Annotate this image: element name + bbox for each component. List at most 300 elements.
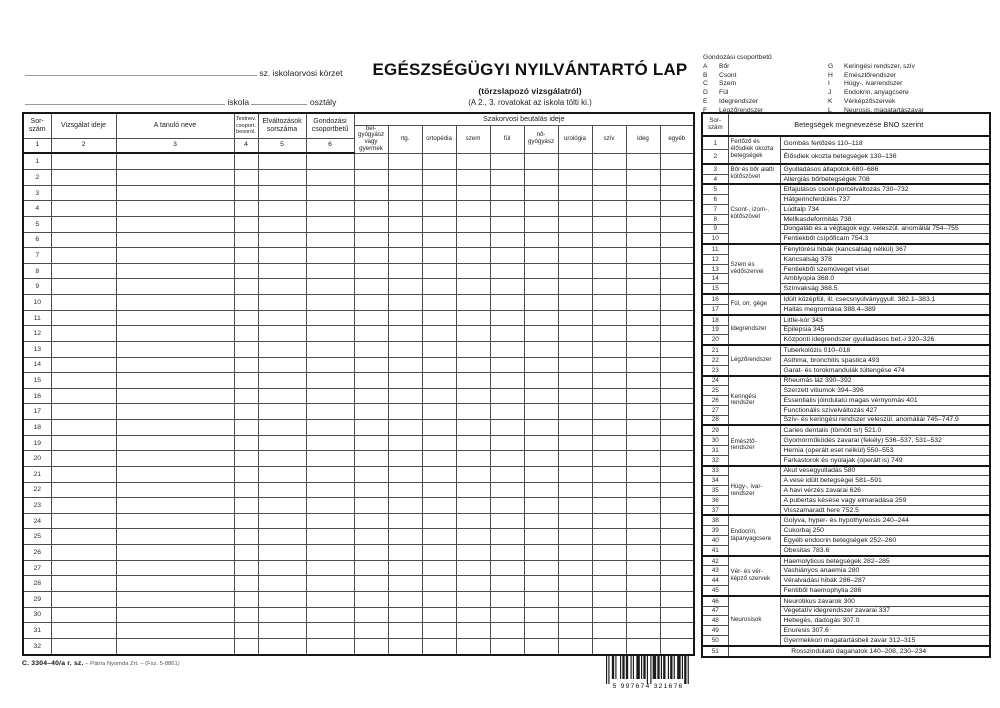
entry-cell xyxy=(422,404,456,420)
entry-cell xyxy=(234,341,258,357)
row-number: 10 xyxy=(23,295,51,311)
disease-number: 13 xyxy=(702,264,728,274)
student-row xyxy=(23,341,694,357)
disease-row xyxy=(702,466,990,476)
entry-cell xyxy=(490,153,524,170)
row-number: 16 xyxy=(23,388,51,404)
care-legend-item xyxy=(703,80,828,89)
disease-name: Essentialis jóindulatú magas vérnyomás 401 xyxy=(780,396,990,406)
entry-cell xyxy=(116,404,234,420)
entry-cell xyxy=(524,560,558,576)
entry-cell xyxy=(354,388,388,404)
entry-cell xyxy=(258,326,306,342)
disease-category: Csont-, izom-, kötőszövet xyxy=(728,184,780,244)
entry-cell xyxy=(388,513,422,529)
entry-cell xyxy=(354,263,388,279)
column-number-3: 3 xyxy=(116,138,234,153)
entry-cell xyxy=(234,466,258,482)
main-table-body xyxy=(23,153,694,655)
entry-cell xyxy=(258,357,306,373)
entry-cell xyxy=(51,545,116,561)
entry-cell xyxy=(258,153,306,170)
disease-category: Vér- és vér-képző szervek xyxy=(728,556,780,596)
entry-cell xyxy=(490,170,524,186)
entry-cell xyxy=(354,529,388,545)
disease-name: Gyulladásos állapotok 680–686 xyxy=(780,164,990,174)
disease-number: 3 xyxy=(702,164,728,174)
care-group-letter: G xyxy=(828,63,834,70)
entry-cell xyxy=(456,326,490,342)
entry-cell xyxy=(234,451,258,467)
student-row xyxy=(23,404,694,420)
entry-cell xyxy=(456,388,490,404)
entry-cell xyxy=(660,295,694,311)
print-imprint xyxy=(22,660,180,667)
disease-number: 21 xyxy=(702,345,728,355)
entry-cell xyxy=(422,482,456,498)
entry-cell xyxy=(592,420,626,436)
disease-category: Fül, orr, gége xyxy=(728,294,780,315)
entry-cell xyxy=(258,545,306,561)
disease-name: Epilepsia 345 xyxy=(780,325,990,335)
disease-number: 37 xyxy=(702,505,728,515)
entry-cell xyxy=(524,591,558,607)
entry-cell xyxy=(51,373,116,389)
row-number: 2 xyxy=(23,170,51,186)
entry-cell xyxy=(660,310,694,326)
entry-cell xyxy=(558,357,592,373)
disease-name: A pubertás késése vagy elmaradása 259 xyxy=(780,495,990,505)
disease-header-row xyxy=(702,113,990,136)
entry-cell xyxy=(116,466,234,482)
referral-column-header-8: szív xyxy=(592,125,626,153)
column-number-6: 6 xyxy=(306,138,354,153)
disease-name: A havi vérzés zavarai 626 xyxy=(780,486,990,496)
entry-cell xyxy=(558,341,592,357)
entry-cell xyxy=(524,232,558,248)
entry-cell xyxy=(258,482,306,498)
district-line xyxy=(25,66,343,78)
disease-number: 49 xyxy=(702,626,728,636)
entry-cell xyxy=(116,388,234,404)
entry-cell xyxy=(456,153,490,170)
entry-cell xyxy=(51,607,116,623)
disease-row xyxy=(702,515,990,525)
entry-cell xyxy=(234,263,258,279)
entry-cell xyxy=(116,263,234,279)
disease-number: 24 xyxy=(702,376,728,386)
disease-number: 26 xyxy=(702,396,728,406)
entry-cell xyxy=(388,279,422,295)
entry-cell xyxy=(592,576,626,592)
entry-cell xyxy=(456,404,490,420)
entry-cell xyxy=(306,373,354,389)
entry-cell xyxy=(660,248,694,264)
care-group-label: Endokrin, anyagcsere xyxy=(844,89,909,97)
disease-number: 48 xyxy=(702,616,728,626)
entry-cell xyxy=(354,185,388,201)
entry-cell xyxy=(234,279,258,295)
entry-cell xyxy=(592,263,626,279)
district-label: sz. iskolaorvosi körzet xyxy=(259,68,343,78)
disease-number: 23 xyxy=(702,365,728,375)
entry-cell xyxy=(660,482,694,498)
entry-cell xyxy=(422,341,456,357)
entry-cell xyxy=(51,623,116,639)
entry-cell xyxy=(354,498,388,514)
entry-cell xyxy=(456,420,490,436)
entry-cell xyxy=(234,529,258,545)
entry-cell xyxy=(626,341,660,357)
entry-cell xyxy=(490,482,524,498)
entry-cell xyxy=(51,326,116,342)
entry-cell xyxy=(116,373,234,389)
entry-cell xyxy=(456,607,490,623)
entry-cell xyxy=(592,232,626,248)
disease-number: 40 xyxy=(702,536,728,546)
entry-cell xyxy=(354,216,388,232)
entry-cell xyxy=(306,216,354,232)
entry-cell xyxy=(660,420,694,436)
disease-number: 8 xyxy=(702,214,728,224)
care-group-label: Csont xyxy=(719,71,737,79)
entry-cell xyxy=(592,545,626,561)
entry-cell xyxy=(354,153,388,170)
entry-cell xyxy=(660,153,694,170)
entry-cell xyxy=(660,326,694,342)
column-number-4: 4 xyxy=(234,138,258,153)
entry-cell xyxy=(490,451,524,467)
disease-table-head xyxy=(702,113,990,136)
entry-cell xyxy=(306,560,354,576)
entry-cell xyxy=(234,420,258,436)
entry-cell xyxy=(626,295,660,311)
disease-category: Endocrin, tápanyagcsere xyxy=(728,515,780,555)
disease-number: 34 xyxy=(702,476,728,486)
entry-cell xyxy=(490,357,524,373)
entry-cell xyxy=(490,248,524,264)
entry-cell xyxy=(306,357,354,373)
entry-cell xyxy=(490,185,524,201)
entry-cell xyxy=(524,623,558,639)
disease-name: Gyermekkori magatartásbeli zavar 312–315 xyxy=(780,635,990,645)
entry-cell xyxy=(626,263,660,279)
entry-cell xyxy=(592,373,626,389)
disease-code-table xyxy=(701,112,991,658)
entry-cell xyxy=(490,263,524,279)
referral-column-header-2: rtg. xyxy=(388,125,422,153)
entry-cell xyxy=(660,404,694,420)
disease-name: Fénytörési hibák (kancsalság nélkül) 367 xyxy=(780,244,990,254)
school-blank-line xyxy=(25,95,225,105)
entry-cell xyxy=(422,216,456,232)
disease-number: 42 xyxy=(702,556,728,566)
row-number: 15 xyxy=(23,373,51,389)
entry-cell xyxy=(306,388,354,404)
entry-cell xyxy=(524,420,558,436)
examination-table xyxy=(22,112,695,656)
entry-cell xyxy=(234,326,258,342)
disease-number: 22 xyxy=(702,355,728,365)
entry-cell xyxy=(306,451,354,467)
entry-cell xyxy=(388,310,422,326)
disease-number: 35 xyxy=(702,486,728,496)
entry-cell xyxy=(558,404,592,420)
entry-cell xyxy=(660,607,694,623)
entry-cell xyxy=(354,451,388,467)
entry-cell xyxy=(258,248,306,264)
disease-number: 41 xyxy=(702,545,728,555)
entry-cell xyxy=(116,201,234,217)
student-row xyxy=(23,576,694,592)
entry-cell xyxy=(456,232,490,248)
row-number: 18 xyxy=(23,420,51,436)
entry-cell xyxy=(558,170,592,186)
entry-cell xyxy=(388,201,422,217)
entry-cell xyxy=(456,498,490,514)
entry-cell xyxy=(490,279,524,295)
entry-cell xyxy=(626,420,660,436)
student-row xyxy=(23,373,694,389)
entry-cell xyxy=(558,435,592,451)
disease-name: Szív- és keringési rendszer veleszül. anomáliái 745–747.9 xyxy=(780,415,990,425)
entry-cell xyxy=(558,153,592,170)
entry-cell xyxy=(524,435,558,451)
entry-cell xyxy=(490,466,524,482)
row-number: 28 xyxy=(23,576,51,592)
entry-cell xyxy=(422,295,456,311)
main-header-row-1 xyxy=(23,113,694,125)
disease-table-body xyxy=(702,136,990,657)
entry-cell xyxy=(626,451,660,467)
entry-cell xyxy=(306,170,354,186)
entry-cell xyxy=(524,216,558,232)
care-group-label: Fül xyxy=(719,89,729,97)
disease-name: Véralvadási hibák 286–287 xyxy=(780,576,990,586)
entry-cell xyxy=(660,263,694,279)
entry-cell xyxy=(354,623,388,639)
entry-cell xyxy=(558,232,592,248)
disease-name: Obesitas 783.6 xyxy=(780,545,990,555)
entry-cell xyxy=(388,545,422,561)
entry-cell xyxy=(592,216,626,232)
disease-name: Caries dentalis (tömött is!) 521.0 xyxy=(780,425,990,435)
student-row xyxy=(23,216,694,232)
entry-cell xyxy=(354,357,388,373)
student-row xyxy=(23,153,694,170)
entry-cell xyxy=(490,420,524,436)
entry-cell xyxy=(388,388,422,404)
care-group-label: Idegrendszer xyxy=(719,97,759,105)
entry-cell xyxy=(490,591,524,607)
entry-cell xyxy=(388,420,422,436)
entry-cell xyxy=(592,341,626,357)
entry-cell xyxy=(524,341,558,357)
disease-row xyxy=(702,556,990,566)
entry-cell xyxy=(51,170,116,186)
disease-row xyxy=(702,425,990,435)
entry-cell xyxy=(51,482,116,498)
entry-cell xyxy=(422,326,456,342)
entry-cell xyxy=(422,170,456,186)
entry-cell xyxy=(558,466,592,482)
entry-cell xyxy=(558,216,592,232)
entry-cell xyxy=(116,451,234,467)
disease-name: Fentiekből csípőficam 754.3 xyxy=(780,234,990,244)
entry-cell xyxy=(258,263,306,279)
entry-cell xyxy=(354,435,388,451)
entry-cell xyxy=(116,435,234,451)
disease-name: Fentiből haemophylia 286 xyxy=(780,585,990,595)
entry-cell xyxy=(234,153,258,170)
row-number: 20 xyxy=(23,451,51,467)
student-row xyxy=(23,466,694,482)
student-row xyxy=(23,482,694,498)
entry-cell xyxy=(660,513,694,529)
disease-name: Elfajulásos csont-porcelváltozás 730–732 xyxy=(780,184,990,194)
entry-cell xyxy=(422,466,456,482)
referral-section-header: Szakorvosi beutalás ideje xyxy=(354,113,694,125)
student-row xyxy=(23,232,694,248)
entry-cell xyxy=(524,451,558,467)
care-legend-column xyxy=(703,63,828,115)
disease-name: Cukorbaj 250 xyxy=(780,526,990,536)
student-row xyxy=(23,388,694,404)
disease-category: Emésztő-rendszer xyxy=(728,425,780,465)
entry-cell xyxy=(258,170,306,186)
entry-cell xyxy=(524,498,558,514)
entry-cell xyxy=(456,248,490,264)
entry-cell xyxy=(116,153,234,170)
entry-cell xyxy=(306,185,354,201)
entry-cell xyxy=(51,357,116,373)
entry-cell xyxy=(51,591,116,607)
entry-cell xyxy=(306,248,354,264)
disease-number: 11 xyxy=(702,244,728,254)
entry-cell xyxy=(258,216,306,232)
entry-cell xyxy=(422,279,456,295)
entry-cell xyxy=(116,310,234,326)
entry-cell xyxy=(558,513,592,529)
entry-cell xyxy=(388,185,422,201)
disease-row xyxy=(702,646,990,657)
entry-cell xyxy=(258,201,306,217)
entry-cell xyxy=(524,373,558,389)
entry-cell xyxy=(388,373,422,389)
entry-cell xyxy=(234,560,258,576)
entry-cell xyxy=(456,482,490,498)
entry-cell xyxy=(258,373,306,389)
disease-row xyxy=(702,596,990,606)
entry-cell xyxy=(51,420,116,436)
entry-cell xyxy=(116,216,234,232)
disease-name: Visszamaradt here 752.5 xyxy=(780,505,990,515)
disease-category: Bőr és bőr alatti kötőszövet xyxy=(728,164,780,185)
entry-cell xyxy=(558,279,592,295)
entry-cell xyxy=(354,310,388,326)
entry-cell xyxy=(660,529,694,545)
entry-cell xyxy=(234,623,258,639)
student-row xyxy=(23,623,694,639)
referral-column-header-10: egyéb xyxy=(660,125,694,153)
entry-cell xyxy=(660,638,694,655)
title-block xyxy=(330,60,730,107)
entry-cell xyxy=(626,529,660,545)
entry-cell xyxy=(490,295,524,311)
entry-cell xyxy=(234,545,258,561)
disease-name: Hallás megromlása 388.4–389 xyxy=(780,304,990,314)
disease-number-header: Sor-szám xyxy=(702,113,728,136)
entry-cell xyxy=(558,263,592,279)
entry-cell xyxy=(660,185,694,201)
entry-cell xyxy=(490,404,524,420)
school-line xyxy=(25,95,343,107)
entry-cell xyxy=(388,623,422,639)
entry-cell xyxy=(306,498,354,514)
disease-name: Gombás fertőzés 110–118 xyxy=(780,136,990,150)
student-row xyxy=(23,545,694,561)
entry-cell xyxy=(234,185,258,201)
entry-cell xyxy=(234,357,258,373)
entry-cell xyxy=(306,279,354,295)
disease-number: 31 xyxy=(702,445,728,455)
entry-cell xyxy=(524,529,558,545)
row-number: 9 xyxy=(23,279,51,295)
row-number: 5 xyxy=(23,216,51,232)
entry-cell xyxy=(388,295,422,311)
entry-cell xyxy=(388,263,422,279)
entry-cell xyxy=(388,216,422,232)
entry-cell xyxy=(354,170,388,186)
entry-cell xyxy=(388,560,422,576)
entry-cell xyxy=(524,263,558,279)
entry-cell xyxy=(558,529,592,545)
entry-cell xyxy=(51,232,116,248)
disease-number: 2 xyxy=(702,150,728,164)
entry-cell xyxy=(456,310,490,326)
disease-name: Hebegés, dadogás 307.0 xyxy=(780,616,990,626)
student-row xyxy=(23,638,694,655)
entry-cell xyxy=(51,435,116,451)
disease-name: Enuresis 307.6 xyxy=(780,626,990,636)
entry-cell xyxy=(558,185,592,201)
care-legend-item xyxy=(828,72,990,81)
care-legend-columns xyxy=(703,63,990,115)
entry-cell xyxy=(524,466,558,482)
entry-cell xyxy=(558,248,592,264)
entry-cell xyxy=(388,153,422,170)
entry-cell xyxy=(592,529,626,545)
entry-cell xyxy=(660,560,694,576)
care-group-label: Légzőrendszer xyxy=(719,106,764,114)
entry-cell xyxy=(116,482,234,498)
entry-cell xyxy=(258,279,306,295)
entry-cell xyxy=(258,513,306,529)
entry-cell xyxy=(51,560,116,576)
entry-cell xyxy=(388,170,422,186)
student-row xyxy=(23,607,694,623)
entry-cell xyxy=(388,357,422,373)
disease-number: 30 xyxy=(702,436,728,446)
disease-name: Központi idegrendszer gyulladásos bet.-i 320–326 xyxy=(780,335,990,345)
row-number: 26 xyxy=(23,545,51,561)
entry-cell xyxy=(592,388,626,404)
entry-cell xyxy=(306,623,354,639)
entry-cell xyxy=(626,153,660,170)
entry-cell xyxy=(234,607,258,623)
entry-cell xyxy=(456,638,490,655)
entry-cell xyxy=(234,310,258,326)
